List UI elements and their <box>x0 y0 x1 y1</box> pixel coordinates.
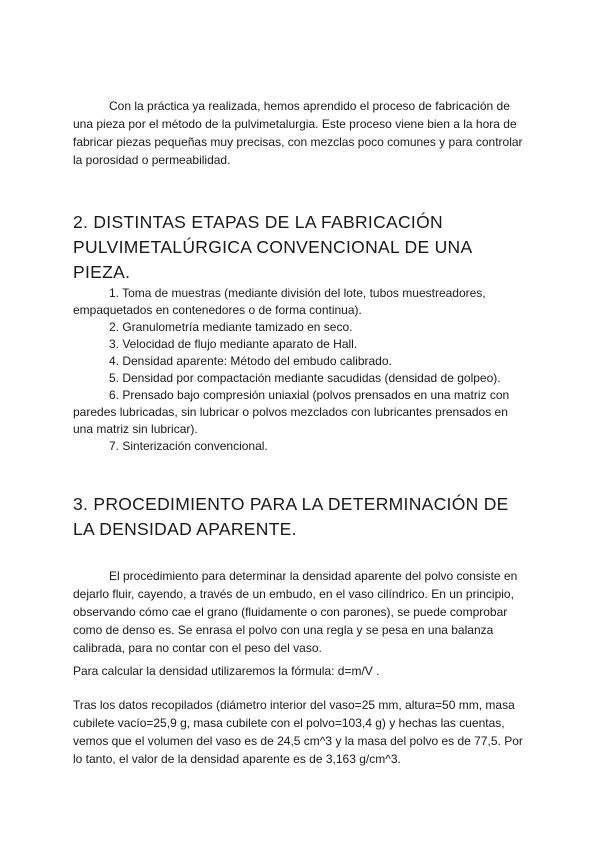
list-item: 4. Densidad aparente: Método del embudo calibrado. <box>109 354 392 368</box>
list-item: 5. Densidad por compactación mediante sacudidas (densidad de golpeo). <box>109 371 501 385</box>
list-item: 3. Velocidad de flujo mediante aparato de Hall. <box>109 337 358 351</box>
intro-paragraph: Con la práctica ya realizada, hemos aprendido el proceso de fabricación de una pieza por el método de la pulvimetalurgia. Este proceso viene bien a la hora de fabricar piezas pequeñas muy precisas, con mezclas poco comunes y para controlar la porosidad o permeabilidad. <box>73 99 523 167</box>
list-item: 7. Sinterización convencional. <box>109 439 268 453</box>
section-3-body <box>73 567 531 657</box>
list-item: 1. Toma de muestras (mediante división del lote, tubos muestreadores, empaquetados en contenedores o de forma continua). <box>73 286 486 317</box>
section-2 <box>73 210 531 285</box>
results-paragraph: Tras los datos recopilados (diámetro interior del vaso=25 mm, altura=50 mm, masa cubilete vacío=25,9 g, masa cubilete con el polvo=103,4 g) y hechas las cuentas, vemos que el volumen del vaso es de 24,5 cm^3 y la masa del polvo es de 77,5. Por lo tanto, el valor de la densidad aparente es de 3,163 g/cm^3. <box>73 698 523 766</box>
procedure-paragraph: El procedimiento para determinar la densidad aparente del polvo consiste en dejarlo fluir, cayendo, a través de un embudo, en el vaso cilíndrico. En un principio, observando cómo cae el grano (fluidamente o con parones), se puede comprobar como de denso es. Se enrasa el polvo con una regla y se pesa en una balanza calibrada, para no contar con el peso del vaso. <box>73 569 518 655</box>
list-item: 6. Prensado bajo compresión uniaxial (polvos prensados en una matriz con paredes lubricadas, sin lubricar o polvos mezclados con lubricantes prensados en una matriz sin lubricar). <box>73 388 510 436</box>
formula-block <box>73 662 531 680</box>
list-item: 2. Granulometría mediante tamizado en seco. <box>109 320 353 334</box>
formula-paragraph: Para calcular la densidad utilizaremos la fórmula: d=m/V . <box>73 664 380 678</box>
intro-section <box>73 97 531 169</box>
results-block <box>73 696 531 768</box>
section-3 <box>73 492 531 542</box>
section-3-heading: 3. PROCEDIMIENTO PARA LA DETERMINACIÓN DE LA DENSIDAD APARENTE. <box>73 494 509 539</box>
stages-list <box>73 285 531 455</box>
section-2-heading: 2. DISTINTAS ETAPAS DE LA FABRICACIÓN PULVIMETALÚRGICA CONVENCIONAL DE UNA PIEZA. <box>73 212 472 282</box>
